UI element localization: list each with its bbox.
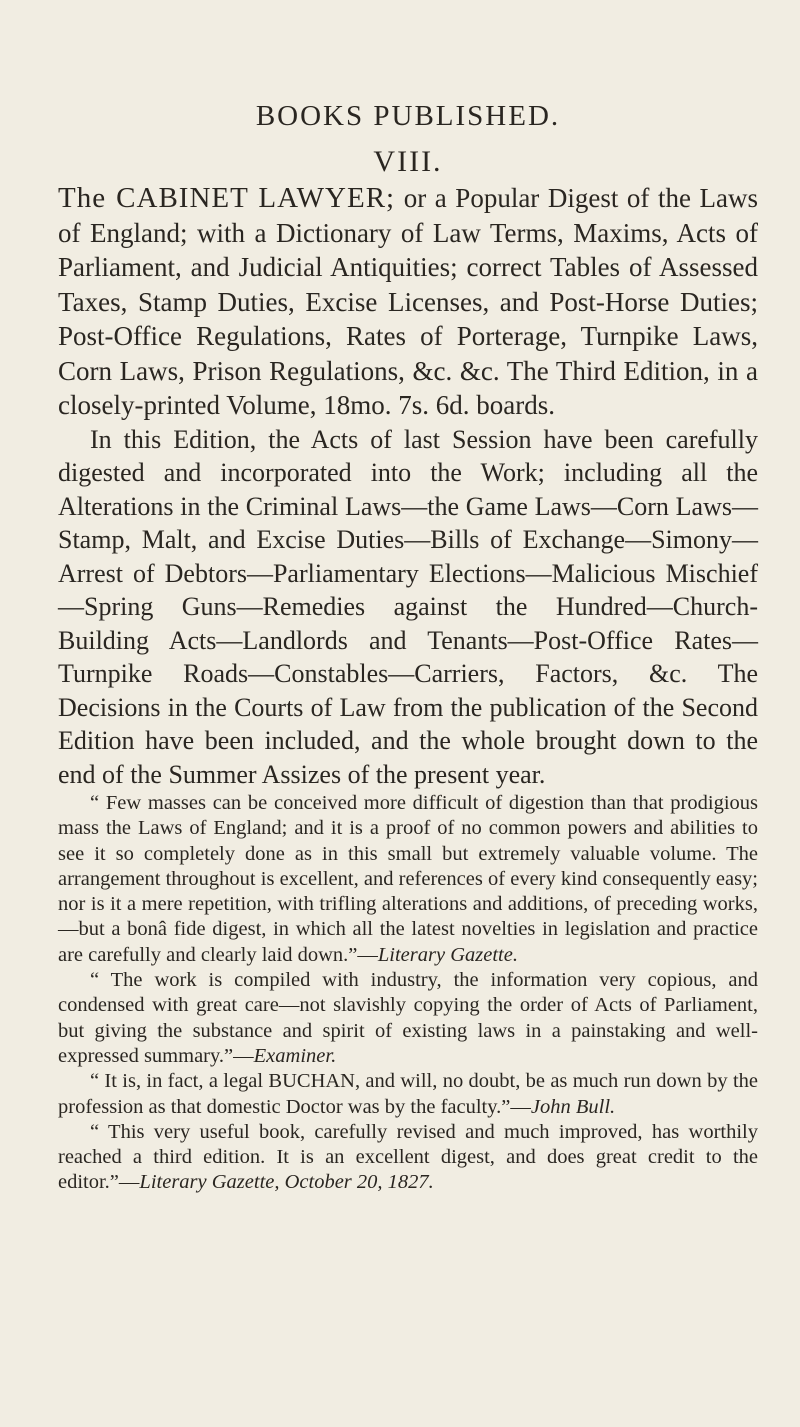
book-title: The CABINET LAWYER; bbox=[58, 182, 396, 214]
section-number: VIII. bbox=[373, 145, 443, 178]
review-source: Literary Gazette, October 20, 1827. bbox=[139, 1171, 434, 1194]
review-source: Examiner. bbox=[253, 1044, 337, 1067]
review-text: “ The work is compiled with industry, the information very copious, and condensed with great care—not slavishly copying the order of Acts of Parliament, but giving the substance and spirit of existing laws in a painstaking and well-expressed summary.”— bbox=[58, 969, 758, 1067]
title-entry bbox=[58, 181, 758, 423]
review-text: “ It is, in fact, a legal BUCHAN, and will, no doubt, be as much run down by the profession as that domestic Doctor was by the faculty.”— bbox=[58, 1070, 758, 1118]
review-text: “ Few masses can be conceived more difficult of digestion than that prodigious mass the Laws of England; and it is a proof of no common powers and abilities to see it so completely done as in this small but extremely valuable volume. The arrangement throughout is excellent, and references of every kind consequently easy; nor is it a mere repetition, with trifling alterations and additions, of preceding works,—but a bonâ fide digest, in which all the latest novelties in legislation and practice are carefully and clearly laid down.”— bbox=[58, 792, 758, 966]
review-quote bbox=[58, 968, 758, 1069]
edition-notes: In this Edition, the Acts of last Session have been carefully digested and incorporated into the Work; including all the Alterations in the Criminal Laws—the Game Laws—Corn Laws—Stamp, Malt, and Excise Duties—Bills of Exchange—Simony—Arrest of Debtors—Parliamentary Elections—Malicious Mischief—Spring Guns—Remedies against the Hundred—Church-Building Acts—Landlords and Tenants—Post-Office Rates—Turnpike Roads—Constables—Carriers, Factors, &c. The Decisions in the Courts of Law from the publication of the Second Edition have been included, and the whole brought down to the end of the Summer Assizes of the present year. bbox=[58, 424, 758, 789]
review-text: “ This very useful book, carefully revised and much improved, has worthily reached a third edition. It is an excellent digest, and does great credit to the editor.”— bbox=[58, 1120, 758, 1194]
review-quote bbox=[58, 1120, 758, 1196]
book-description: or a Popular Digest of the Laws of England; with a Dictionary of Law Terms, Maxims, Acts of Parliament, and Judicial Antiquities; correct Tables of Assessed Taxes, Stamp Duties, Excise Licenses, and Post-Horse Duties; Post-Office Regulations, Rates of Porterage, Turnpike Laws, Corn Laws, Prison Regulations, &c. &c. The Third Edition, in a closely-printed Volume, 18mo. 7s. 6d. boards. bbox=[58, 183, 759, 420]
review-source: John Bull. bbox=[530, 1095, 616, 1118]
running-head: BOOKS PUBLISHED. bbox=[255, 100, 561, 132]
review-quote bbox=[58, 791, 758, 968]
book-page bbox=[58, 100, 758, 1196]
review-source: Literary Gazette. bbox=[377, 943, 518, 966]
review-quote bbox=[58, 1069, 758, 1120]
